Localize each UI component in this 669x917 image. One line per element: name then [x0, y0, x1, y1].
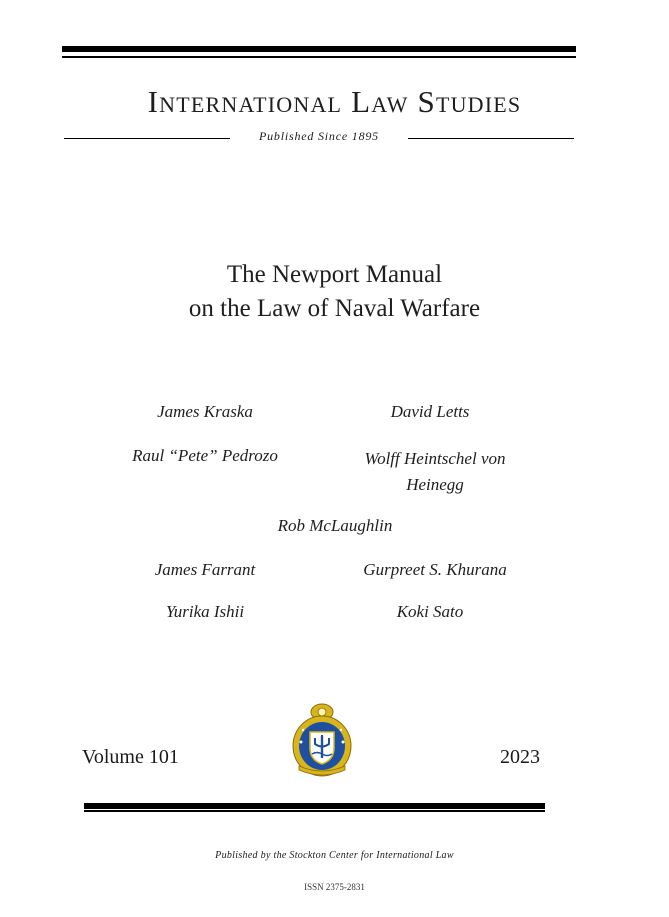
- naval-war-college-seal-icon: [291, 702, 353, 778]
- author-name: James Kraska: [157, 402, 253, 421]
- journal-name: International Law Studies: [147, 84, 522, 119]
- volume-number: Volume 101: [82, 746, 179, 768]
- bottom-rule-thin: [84, 810, 545, 812]
- author-name: Koki Sato: [396, 602, 464, 621]
- publisher-line: Published by the Stockton Center for International Law: [215, 850, 454, 861]
- title-line-1: The Newport Manual: [226, 261, 443, 288]
- publication-year: 2023: [500, 746, 540, 768]
- author-name: Raul “Pete” Pedrozo: [132, 446, 278, 465]
- since-rule-right: [408, 138, 574, 139]
- author-name: David Letts: [390, 402, 470, 421]
- title-line-2: on the Law of Naval Warfare: [188, 295, 481, 322]
- author-name: James Farrant: [154, 560, 256, 579]
- author-name: Yurika Ishii: [165, 602, 245, 621]
- top-rule-thin: [62, 56, 576, 58]
- author-name: Wolff Heintschel von Heinegg: [364, 449, 506, 494]
- issn-number: ISSN 2375-2831: [304, 882, 365, 892]
- article-title: [0, 258, 669, 326]
- bottom-rule-thick: [84, 803, 545, 809]
- published-since-text: Published Since 1895: [259, 129, 379, 143]
- published-since-banner: [62, 129, 576, 147]
- author-name: Rob McLaughlin: [277, 516, 393, 535]
- author-name: Gurpreet S. Khurana: [363, 560, 507, 579]
- top-rule-thick: [62, 46, 576, 52]
